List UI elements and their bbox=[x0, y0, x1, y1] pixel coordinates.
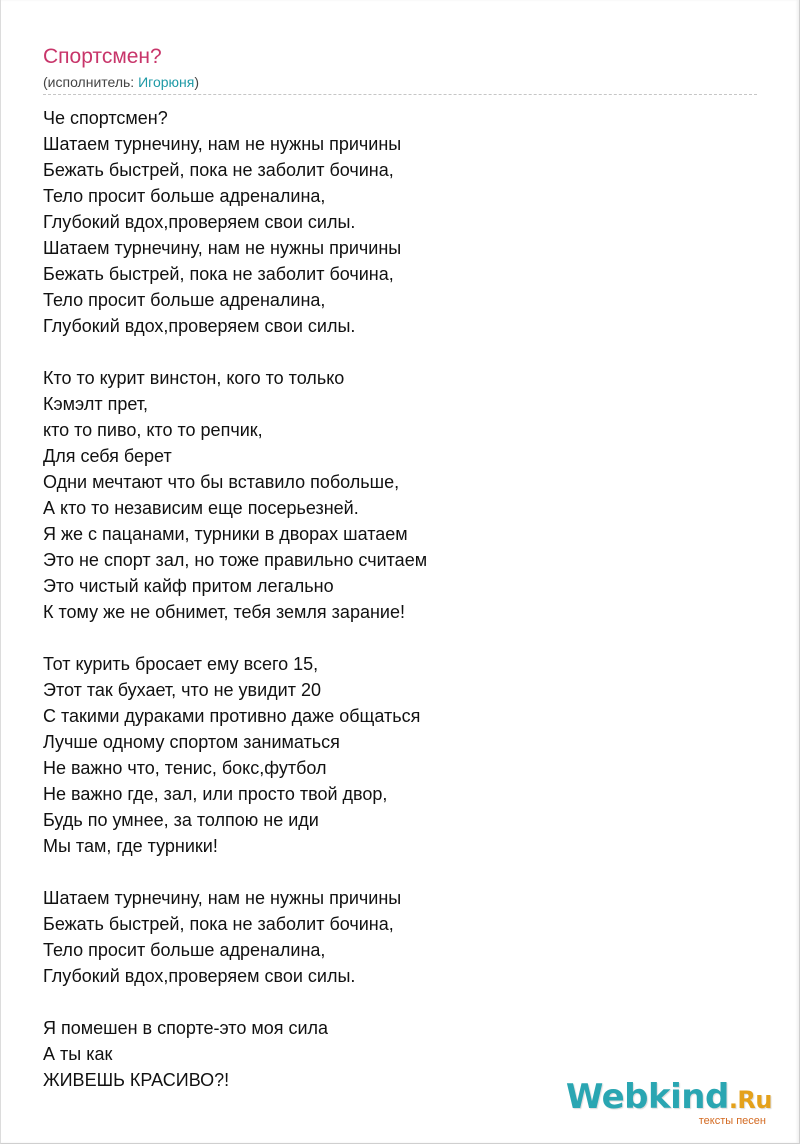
lyric-line bbox=[43, 339, 427, 365]
lyric-line: Че спортсмен? bbox=[43, 108, 168, 128]
logo-tagline: тексты песен bbox=[698, 1115, 766, 1127]
title-separator bbox=[43, 94, 757, 95]
lyric-line: кто то пиво, кто то репчик, bbox=[43, 420, 263, 440]
logo-tld: .Ru bbox=[728, 1086, 772, 1114]
lyric-line: Кто то курит винстон, кого то только bbox=[43, 368, 345, 388]
lyric-line: Для себя берет bbox=[43, 446, 172, 466]
logo-name: Webkind bbox=[565, 1077, 729, 1117]
artist-link[interactable]: Игорюня bbox=[138, 74, 195, 90]
lyric-line bbox=[43, 859, 427, 885]
lyric-line: К тому же не обнимет, тебя земля зарание! bbox=[43, 602, 405, 622]
lyric-line: Шатаем турнечину, нам не нужны причины bbox=[43, 238, 402, 258]
lyric-line: С такими дураками противно даже общаться bbox=[43, 706, 421, 726]
webkind-logo[interactable] bbox=[566, 1078, 772, 1127]
artist-prefix: (исполнитель: bbox=[43, 74, 139, 90]
lyric-line: А ты как bbox=[43, 1044, 113, 1064]
logo-wordmark bbox=[566, 1078, 772, 1119]
lyric-line: Тот курить бросает ему всего 15, bbox=[43, 654, 319, 674]
lyric-line: Не важно где, зал, или просто твой двор, bbox=[43, 784, 388, 804]
lyric-line: Будь по умнее, за толпою не иди bbox=[43, 810, 319, 830]
lyric-line: Глубокий вдох,проверяем свои силы. bbox=[43, 316, 356, 336]
lyric-line: Это чистый кайф притом легально bbox=[43, 576, 334, 596]
artist-line bbox=[43, 73, 199, 91]
lyric-line: Глубокий вдох,проверяем свои силы. bbox=[43, 966, 356, 986]
lyric-line: Это не спорт зал, но тоже правильно считаем bbox=[43, 550, 428, 570]
lyric-line: Бежать быстрей, пока не заболит бочина, bbox=[43, 160, 394, 180]
lyric-line: Тело просит больше адреналина, bbox=[43, 186, 326, 206]
lyric-line: Бежать быстрей, пока не заболит бочина, bbox=[43, 914, 394, 934]
lyric-line: Мы там, где турники! bbox=[43, 836, 218, 856]
lyric-line: Бежать быстрей, пока не заболит бочина, bbox=[43, 264, 394, 284]
lyric-line: Я же с пацанами, турники в дворах шатаем bbox=[43, 524, 408, 544]
lyric-line: Одни мечтают что бы вставило побольше, bbox=[43, 472, 400, 492]
lyric-line: Не важно что, тенис, бокс,футбол bbox=[43, 758, 327, 778]
lyric-line: Тело просит больше адреналина, bbox=[43, 940, 326, 960]
lyric-line: Шатаем турнечину, нам не нужны причины bbox=[43, 888, 402, 908]
lyric-line: Тело просит больше адреналина, bbox=[43, 290, 326, 310]
lyric-line: Этот так бухает, что не увидит 20 bbox=[43, 680, 321, 700]
lyric-line: Кэмэлт прет, bbox=[43, 394, 149, 414]
lyric-line bbox=[43, 989, 427, 1015]
lyric-line: Глубокий вдох,проверяем свои силы. bbox=[43, 212, 356, 232]
lyrics-body bbox=[43, 105, 427, 1093]
lyric-line: А кто то независим еще посерьезней. bbox=[43, 498, 359, 518]
lyric-line: Лучше одному спортом заниматься bbox=[43, 732, 340, 752]
lyric-line bbox=[43, 625, 427, 651]
lyric-line: Шатаем турнечину, нам не нужны причины bbox=[43, 134, 402, 154]
lyric-line: ЖИВЕШЬ КРАСИВО?! bbox=[43, 1070, 230, 1090]
song-title: Спортсмен? bbox=[43, 45, 162, 68]
artist-suffix: ) bbox=[194, 74, 200, 90]
lyric-line: Я помешен в спорте-это моя сила bbox=[43, 1018, 329, 1038]
